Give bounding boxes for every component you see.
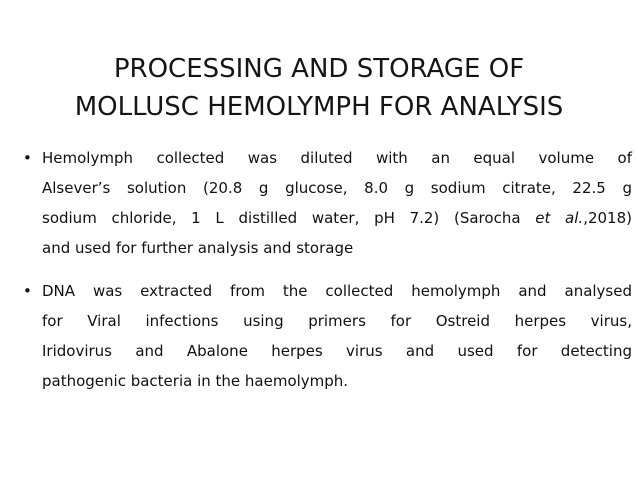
- bullet-item-hemolymph-dilution: [20, 143, 632, 263]
- bullet-2-line-2: for Viral infections using primers for Ostreid herpes virus,: [42, 312, 632, 330]
- bullet-1-line-3-text: sodium chloride, 1 L distilled water, pH 7.2) (Sarocha: [42, 209, 536, 227]
- slide-title: [40, 50, 598, 126]
- title-line-1: PROCESSING AND STORAGE OF: [113, 54, 525, 84]
- bullet-2-line-1: DNA was extracted from the collected hemolymph and analysed: [42, 282, 632, 300]
- citation-year: ,2018): [583, 209, 632, 227]
- bullet-2-line-3: Iridovirus and Abalone herpes virus and used for detecting: [42, 342, 632, 360]
- bullet-list: [20, 143, 632, 409]
- bullet-1-line-4: and used for further analysis and storage: [42, 239, 354, 257]
- bullet-1-line-1: Hemolymph collected was diluted with an equal volume of: [42, 149, 632, 167]
- bullet-2-line-4: pathogenic bacteria in the haemolymph.: [42, 372, 349, 390]
- bullet-1-line-2: Alsever’s solution (20.8 g glucose, 8.0 g sodium citrate, 22.5 g: [42, 179, 632, 197]
- bullet-marker: •: [23, 149, 32, 167]
- bullet-marker: •: [23, 282, 32, 300]
- citation-et-al: et al.: [535, 209, 584, 227]
- title-line-2: MOLLUSC HEMOLYMPH FOR ANALYSIS: [74, 92, 564, 122]
- bullet-1-line-3: [42, 203, 632, 233]
- bullet-item-dna-analysis: [20, 276, 632, 396]
